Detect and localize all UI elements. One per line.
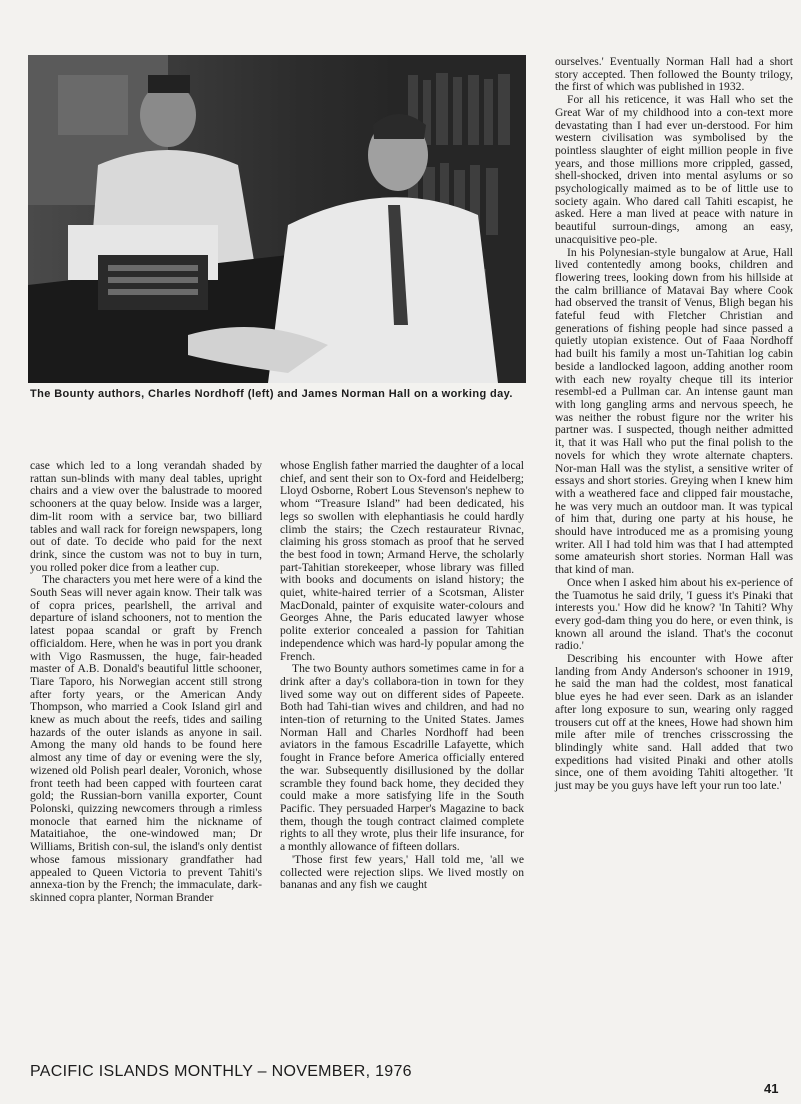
page-number: 41 [764, 1081, 779, 1096]
column-2 [280, 460, 524, 892]
paragraph: The two Bounty authors sometimes came in for a drink after a day's collabora-tion in town for they lived some way out on different sides of Papeete. Both had Tahi-tian wives and children, and had no inten-tion of returning to the United States. James Norman Hall and Charles Nordhoff had been aviators in the famous Escadrille Lafayette, which fought in France before America officially entered the war. Subsequently disillusioned by the dollar scramble they found back home, they decided they could make a more satisfying life in the South Pacific. They persuaded Harper's Magazine to back them, though the tough contract claimed complete rights to all they wrote, plus their life insurance, for a monthly allowance of fifteen dollars. [280, 662, 524, 854]
paragraph: case which led to a long verandah shaded by rattan sun-blinds with many deal tables, upright chairs and a view over the balustrade to moored schooners at the quay below. Inside was a larger, dim-lit room with a service bar, two billiard tables and wall rack for foreign newspapers, long out of date. To decide who paid for the next drink, since the custom was not to buy in turn, you rolled poker dice from a leather cup. [30, 459, 262, 574]
photograph [28, 55, 526, 383]
photo-caption: The Bounty authors, Charles Nordhoff (left) and James Norman Hall on a working day. [30, 388, 513, 400]
paragraph: Once when I asked him about his ex-perience of the Tuamotus he said drily, 'I guess it's Pinaki that interests you.' How did he know? 'In Tahiti? Why every god-dam thing you do here, or even think, is known all around the island. That's the coconut radio.' [555, 575, 793, 653]
paragraph: ourselves.' Eventually Norman Hall had a short story accepted. Then followed the Bounty trilogy, the first of which was published in 1932. [555, 55, 793, 94]
paragraph: In his Polynesian-style bungalow at Arue, Hall lived contentedly among books, children and flowering trees, looking down from his hillside at the calm brilliance of Matavai Bay where Cook had observed the transit of Venus, Bligh began his fateful feud with Fletcher Christian and generations of fishing people had since passed a quietly utopian existence. Out of Faaa Nordhoff had built his family a most un-Tahitian log cabin beside a landlocked lagoon, adding another room with each new royalty cheque till its interior resembl-ed a Pullman car. An intense gaunt man with long gangling arms and nervous speech, he was neither the robust figure nor the writer his partner was. I suspected, though neither admitted it, that it was Hall who put the final polish to the novels for which they wrote alternate chapters. Nor-man Hall was the stylist, a sensitive writer of essays and short stories. Greying when I knew him with a weathered face and clipped fair moustache, he was very much an outdoor man. It was typical of him that, during one party at his house, he should have introduced me as a promising young writer. All I had told him was that I had attempted some amateurish short stories. Norman Hall was that kind of man. [555, 245, 793, 577]
paragraph: 'Those first few years,' Hall told me, 'all we collected were rejection slips. We lived mostly on bananas and any fish we caught [280, 852, 524, 892]
paragraph: The characters you met here were of a kind the South Seas will never again know. Their talk was of copra prices, pearlshell, the arrival and departure of island schooners, not to mention the latest popaa scandal or graft by French officialdom. Here, when he was in port you drank with Vigo Rasmussen, the huge, fair-headed master of A.B. Donald's beautiful little schooner, Tiare Taporo, his Norwegian accent still strong after forty years, or the American Andy Thompson, who married a Cook Island girl and knew as much about the reefs, tides and sailing hazards of the outer islands as anyone in sail. Among the many old hands to be found here almost any time of day or evening were the sly, wizened old Polish pearl dealer, Voronich, whose front teeth had been capped with fourteen carat gold; the Russian-born vanilla exporter, Count Polonski, quizzing newcomers through a rimless monocle that earned him the nickname of Mataitiahoe, the one-windowed man; Dr Williams, British con-sul, the island's only dentist whose famous missionary grandfather had appealed to Queen Victoria to prevent Tahiti's annexa-tion by the French; the immaculate, dark-skinned copra planter, Norman Brander [30, 573, 262, 904]
authors-photo [28, 55, 526, 383]
publication-footer: PACIFIC ISLANDS MONTHLY – NOVEMBER, 1976 [30, 1063, 412, 1080]
column-1 [30, 460, 262, 905]
paragraph: For all his reticence, it was Hall who set the Great War of my childhood into a con-text more devastating than I had ever un-derstood. For him western civilisation was symbolised by the pointless slaughter of eight million people in five years, and those millions more crippled, gassed, shell-shocked, driven into mental asylums or so psychologically maimed as to be of little use to society again. Who dared call Tahiti escapist, he asked. Here a man lived at peace with nature in beautiful surroun-dings, among an easy, unacquisitive peo-ple. [555, 93, 793, 246]
column-3 [555, 56, 793, 793]
paragraph: whose English father married the daughter of a local chief, and sent their son to Ox-ford and Heidelberg; Lloyd Osborne, Robert Lous Stevenson's nephew to whom “Treasure Island” had been dedicated, his legs so swollen with elephantiasis he could hardly climb the stairs; the Czech restaurateur Rivnac, claiming his gross stomach as proof that he served the best food in town; Armand Herve, the scholarly part-Tahitian storekeeper, whose library was filled with books and documents on island history; the quiet, white-haired terrier of a Scotsman, Alister MacDonald, painter of exquisite water-colours and Georges Ahne, the Paris educated lawyer whose polite exterior concealed a passion for Tahitian independence which was hard-ly popular among the French. [280, 459, 524, 663]
paragraph: Describing his encounter with Howe after landing from Andy Anderson's schooner in 1919, he said the man had the coldest, most fanatical blue eyes he had ever seen. Dark as an islander after long exposure to sun, wearing only ragged trousers cut off at the knees, Howe had shown him mile after mile of trenches crisscrossing the blindingly white sand. Hall added that two expeditions had visited Pinaki and other atolls since, one of them avoiding Tahiti altogether. 'It just may be you guys have left your run too late.' [555, 652, 793, 793]
